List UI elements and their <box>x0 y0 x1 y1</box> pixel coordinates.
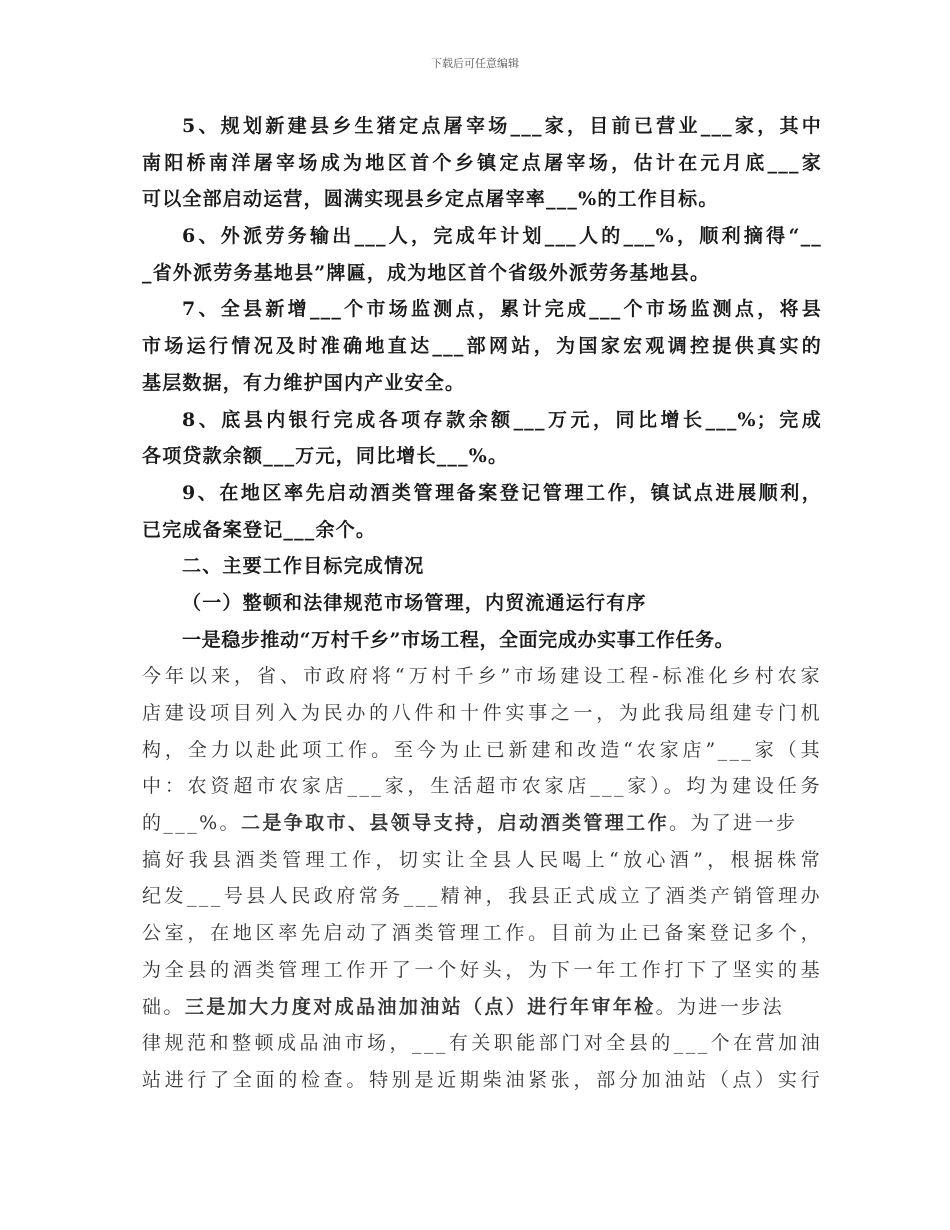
paragraph-line: 今年以来，省、市政府将“万村千乡”市场建设工程-标准化乡村农家 <box>142 665 822 688</box>
paragraph-line: 南阳桥南洋屠宰场成为地区首个乡镇定点屠宰场，估计在元月底___家 <box>142 151 822 174</box>
paragraph-line <box>142 989 822 1026</box>
paragraph-line: 8、底县内银行完成各项存款余额___万元，同比增长___%；完成 <box>182 408 822 431</box>
document-body <box>142 108 822 1099</box>
paragraph-line: 公室，在地区率先启动了酒类管理工作。目前为止已备案登记多个， <box>142 922 822 945</box>
paragraph-line: 7、全县新增___个市场监测点，累计完成___个市场监测点，将县 <box>182 298 822 321</box>
paragraph-line: _省外派劳务基地县”牌匾，成为地区首个省级外派劳务基地县。 <box>142 261 711 284</box>
paragraph-line: 店建设项目列入为民办的八件和十件实事之一，为此我局组建专门机 <box>142 702 822 724</box>
paragraph-line: 可以全部启动运营，圆满实现县乡定点屠宰率___%的工作目标。 <box>142 188 719 211</box>
paragraph-line: 一是稳步推动“万村千乡”市场工程，全面完成办实事工作任务。 <box>182 628 735 651</box>
paragraph-line: 基层数据，有力维护国内产业安全。 <box>142 371 466 394</box>
line-text: 础。 <box>142 995 185 1018</box>
highlight-text: 三是加大力度对成品油加油站（点）进行年审年检 <box>184 995 656 1018</box>
paragraph-line: 律规范和整顿成品油市场，___有关职能部门对全县的___个在营加油 <box>142 1032 822 1055</box>
paragraph-line: 纪发___号县人民政府常务___精神，我县正式成立了酒类产销管理办 <box>142 885 822 908</box>
subsection-heading: （一）整顿和法律规范市场管理，内贸流通运行有序 <box>182 591 647 614</box>
paragraph-line: 各项贷款余额___万元，同比增长___%。 <box>142 445 509 468</box>
paragraph-line: 6、外派劳务输出___人，完成年计划___人的___%，顺利摘得“__ <box>182 225 822 248</box>
paragraph-line: 构，全力以赴此项工作。至今为止已新建和改造“农家店”___家（其 <box>142 738 822 761</box>
paragraph-line: 市场运行情况及时准确地直达___部网站，为国家宏观调控提供真实的 <box>142 335 822 358</box>
line-text: 的___%。 <box>142 812 241 835</box>
paragraph-line: 已完成备案登记___余个。 <box>142 518 377 541</box>
page-header-note: 下载后可任意编辑 <box>431 57 519 70</box>
paragraph-line: 站进行了全面的检查。特别是近期柴油紧张，部分加油站（点）实行 <box>142 1068 822 1091</box>
paragraph-line: 中：农资超市农家店___家，生活超市农家店___家）。均为建设任务 <box>142 775 822 798</box>
highlight-text: 二是争取市、县领导支持，启动酒类管理工作 <box>240 812 669 835</box>
line-text: 。为进一步法 <box>655 995 785 1018</box>
paragraph-line <box>142 805 822 842</box>
paragraph-line: 5、规划新建县乡生猪定点屠宰场___家，目前已营业___家，其中 <box>182 115 822 137</box>
section-heading: 二、主要工作目标完成情况 <box>182 555 425 578</box>
line-text: 。为了进一步 <box>668 812 798 835</box>
paragraph-line: 9、在地区率先启动酒类管理备案登记管理工作，镇试点进展顺利， <box>182 481 822 504</box>
paragraph-line: 为全县的酒类管理工作开了一个好头，为下一年工作打下了坚实的基 <box>142 958 822 981</box>
paragraph-line: 搞好我县酒类管理工作，切实让全县人民喝上“放心酒”，根据株常 <box>142 848 822 871</box>
